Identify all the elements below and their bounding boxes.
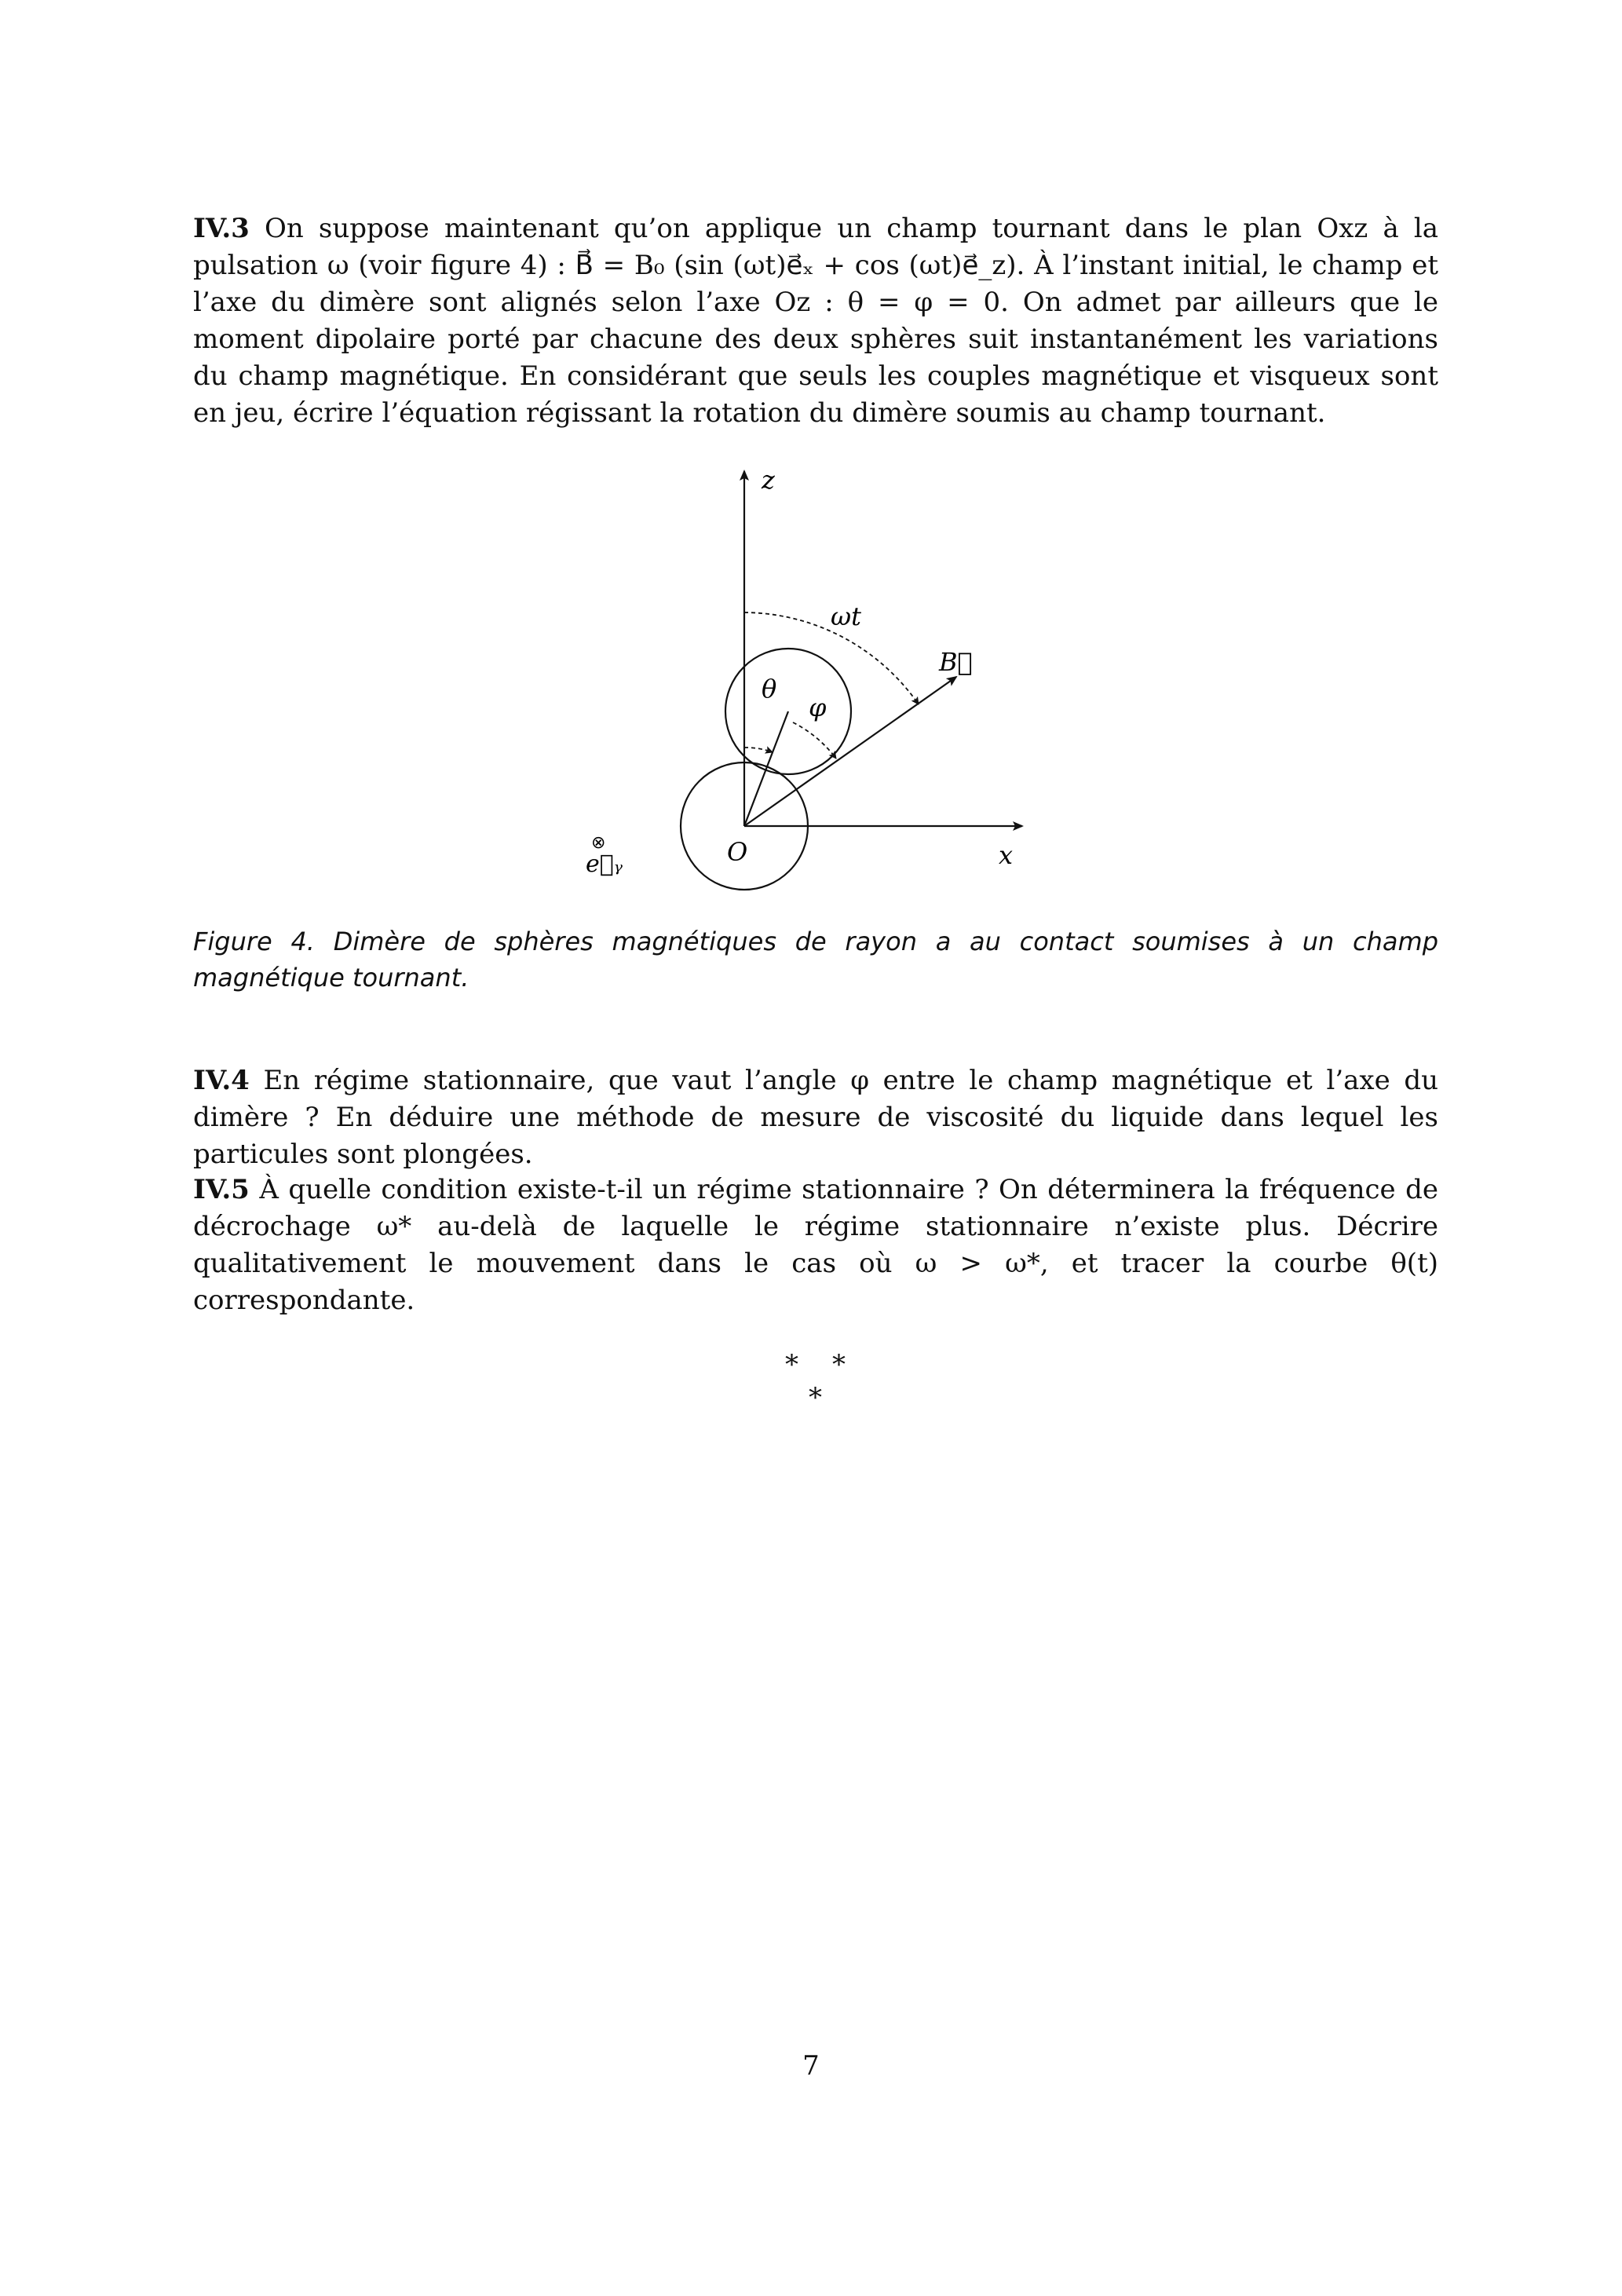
question-iv3-label: IV.3 [193,213,250,244]
separator-asterisk: * [785,1349,798,1380]
question-iv5-label: IV.5 [193,1174,250,1205]
phi-arc [793,722,836,759]
b-label: B⃗ [939,647,973,677]
question-iv5-text: À quelle condition existe-t-il un régime stationnaire ? On déterminera la fréquence de décrochage ω* au-delà de laquelle le régime stationnaire n’existe plus. Décrire qualitativement le mouvement dans le cas où ω > ω*, et tracer la courbe θ(t) correspondante. [193,1174,1439,1316]
figure-4-diagram [550,455,1099,895]
question-iv5 [193,1172,1438,1319]
question-iv4 [193,1062,1438,1173]
question-iv4-text: En régime stationnaire, que vaut l’angle φ entre le champ magnétique et l’axe du dimère ? En déduire une méthode de mesure de viscosité du liquide dans lequel les particules sont plongées. [193,1065,1438,1170]
figure-caption: Figure 4. Dimère de sphères magnétiques de rayon a au contact soumises à un champ magnétique tournant. [193,927,1438,993]
ey-label: e⃗ᵧ [586,850,623,878]
dimer-axis [744,711,788,826]
theta-label: θ [762,674,777,704]
x-label: x [999,840,1014,870]
separator-asterisk: * [832,1349,846,1380]
question-iv3-text: On suppose maintenant qu’on applique un champ tournant dans le plan Oxz à la pulsation ω (voir figure 4) : B⃗ = B₀ (sin (ωt)e⃗ₓ + cos (ωt)e⃗_z). À l’instant initial, le champ et l’axe du dimère sont alignés selon l’axe Oz : θ = φ = 0. On admet par ailleurs que le moment dipolaire porté par chacune des deux sphères suit instantanément les variations du champ magnétique. En considérant que seuls les couples magnétique et visqueux sont en jeu, écrire l’équation régissant la rotation du dimère soumis au champ tournant. [193,213,1438,429]
omega-t-label: ωt [831,601,861,631]
question-iv4-label: IV.4 [193,1065,250,1096]
question-iv3 [193,210,1438,432]
separator-asterisk: * [809,1382,822,1413]
theta-arc [744,748,773,752]
page-number: 7 [802,2050,820,2082]
origin-label: O [727,837,748,867]
z-label: z [762,465,775,495]
phi-label: φ [809,693,827,722]
ey-symbol: ⊗ [591,833,606,853]
